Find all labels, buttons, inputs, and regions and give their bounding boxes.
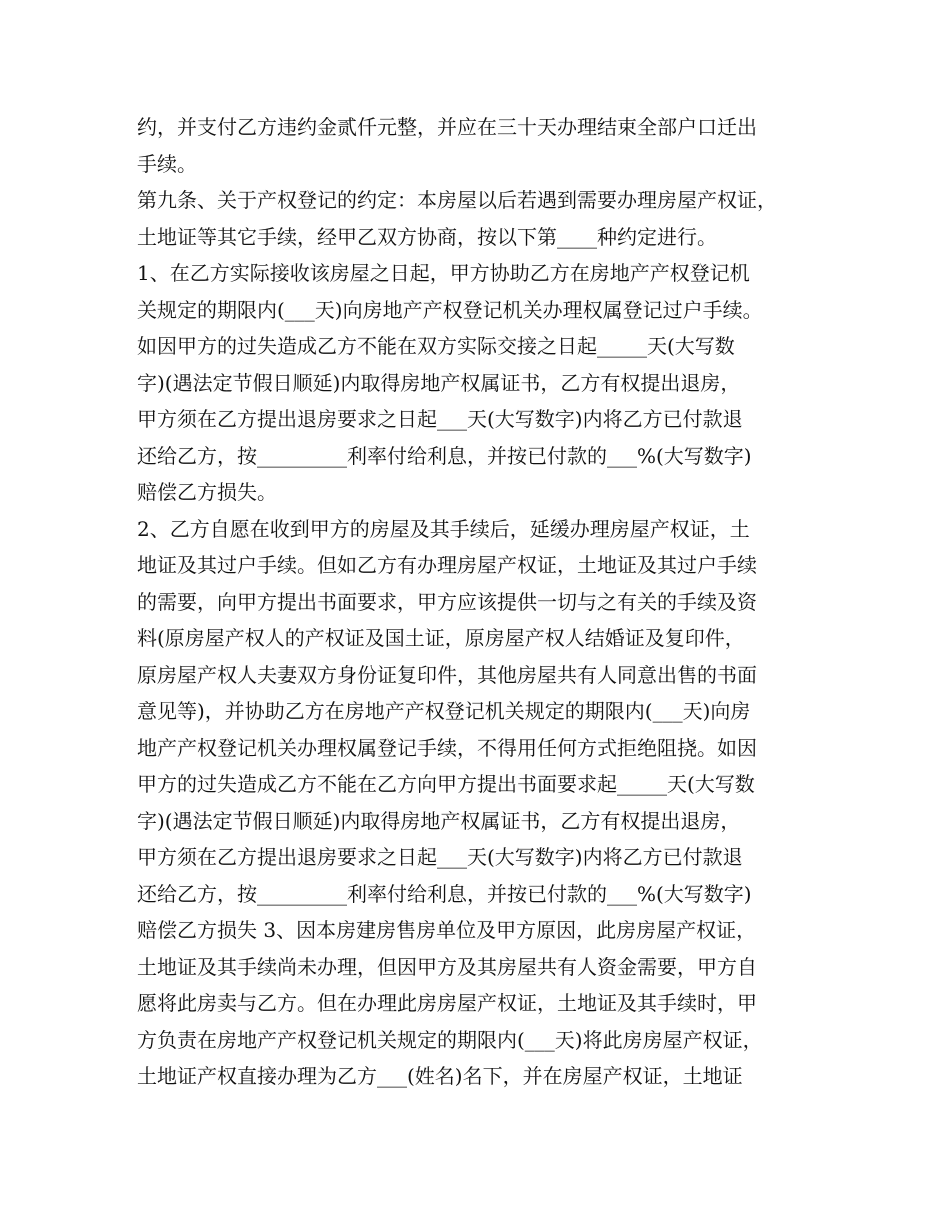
text-line: 还给乙方，按_________利率付给利息，并按已付款的___%(大写数字): [137, 881, 752, 906]
text-line: 甲方的过失造成乙方不能在乙方向甲方提出书面要求起_____天(大写数: [137, 772, 755, 796]
text-line: 的需要，向甲方提出书面要求，甲方应该提供一切与之有关的手续及资: [137, 589, 757, 614]
clause-1-line: 1、在乙方实际接收该房屋之日起，甲方协助乙方在房地产产权登记机: [137, 261, 750, 285]
text-line: 地证及其过户手续。但如乙方有办理房屋产权证，土地证及其过户手续: [137, 553, 757, 577]
clause-2-line: 2、乙方自愿在收到甲方的房屋及其手续后，延缓办理房屋产权证，土: [137, 516, 750, 541]
text-line: 原房屋产权人夫妻双方身份证复印件，其他房屋共有人同意出售的书面: [137, 662, 757, 687]
text-line: 甲方须在乙方提出退房要求之日起___天(大写数字)内将乙方已付款退: [137, 407, 743, 431]
text-line: 甲方须在乙方提出退房要求之日起___天(大写数字)内将乙方已付款退: [137, 845, 743, 869]
text-line: 意见等)，并协助乙方在房地产产权登记机关规定的期限内(___天)向房: [137, 699, 751, 723]
text-line: 手续。: [137, 151, 197, 176]
text-line: 地产产权登记机关办理权属登记手续，不得用任何方式拒绝阻挠。如因: [137, 735, 757, 760]
text-line: 字)(遇法定节假日顺延)内取得房地产权属证书，乙方有权提出退房，: [137, 808, 741, 833]
text-line: 还给乙方，按_________利率付给利息，并按已付款的___%(大写数字): [137, 443, 752, 468]
text-line: 关规定的期限内(___天)向房地产产权登记机关办理权属登记过户手续。: [137, 297, 763, 322]
contract-text: [137, 109, 837, 1095]
text-line: 字)(遇法定节假日顺延)内取得房地产权属证书，乙方有权提出退房，: [137, 370, 741, 395]
text-line: 土地证等其它手续，经甲乙双方协商，按以下第____种约定进行。: [137, 224, 717, 249]
text-line: 如因甲方的过失造成乙方不能在双方实际交接之日起_____天(大写数: [137, 334, 735, 358]
text-line: 料(原房屋产权人的产权证及国土证，原房屋产权人结婚证及复印件，: [137, 626, 745, 650]
text-line: 土地证产权直接办理为乙方___(姓名)名下，并在房屋产权证，土地证: [137, 1064, 743, 1088]
text-line: 愿将此房卖与乙方。但在办理此房房屋产权证，土地证及其手续时，甲: [137, 991, 757, 1015]
article-9-heading-line: 第九条、关于产权登记的约定：本房屋以后若遇到需要办理房屋产权证，: [137, 188, 777, 212]
text-line: 赔偿乙方损失。: [137, 480, 277, 504]
text-line: 约，并支付乙方违约金贰仟元整，并应在三十天办理结束全部户口迁出: [137, 115, 757, 139]
clause-3-line: 赔偿乙方损失 3、因本房建房售房单位及甲方原因，此房房屋产权证，: [137, 918, 757, 942]
text-line: 土地证及其手续尚未办理，但因甲方及其房屋共有人资金需要，甲方自: [137, 954, 757, 979]
text-line: 方负责在房地产产权登记机关规定的期限内(___天)将此房房屋产权证，: [137, 1027, 763, 1052]
